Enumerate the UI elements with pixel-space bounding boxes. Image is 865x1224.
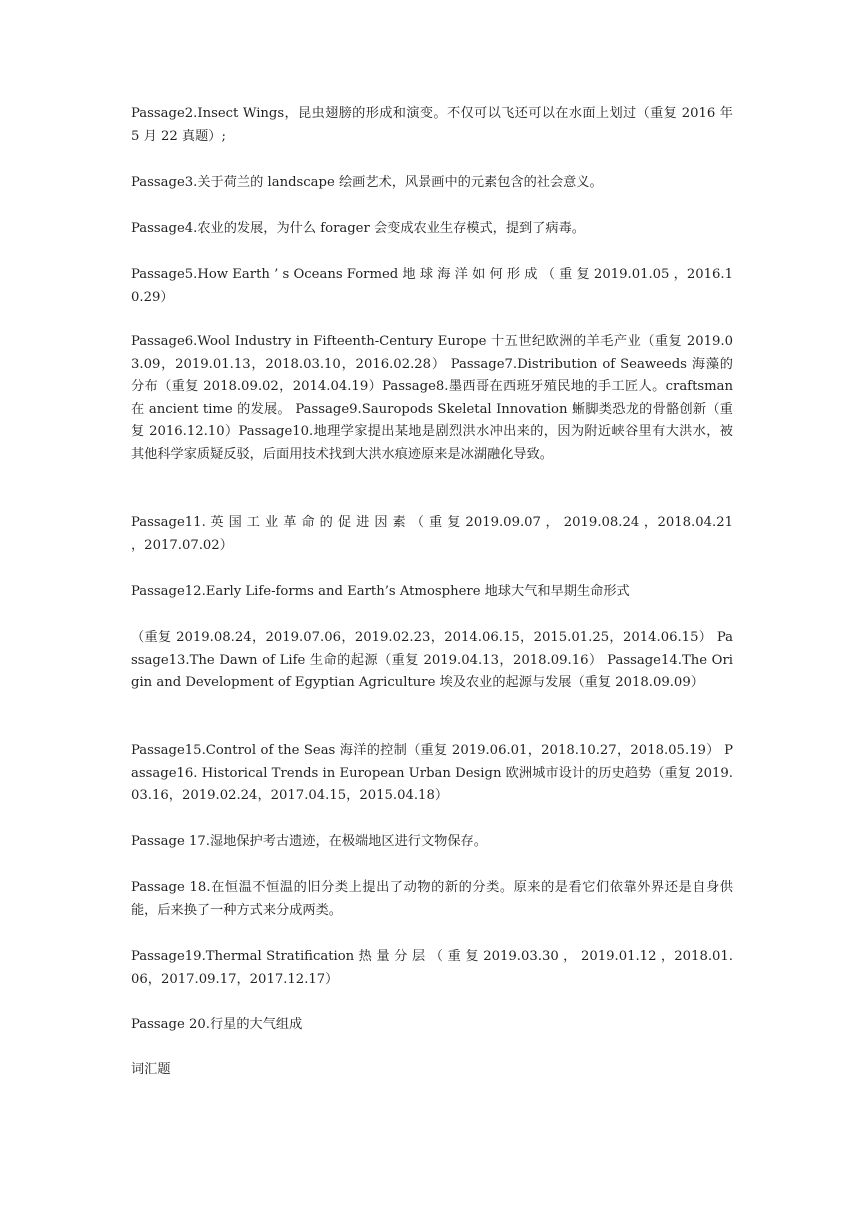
paragraph-passages-6-10: Passage6.Wool Industry in Fifteenth-Century Europe 十五世纪欧洲的羊毛产业（重复 2019.03.09，2019.01.13，2018.03.10，2016.02.28） Passage7.Distribution of Seaweeds 海藻的分布（重复 2018.09.02，2014.04.19）Passage8.墨西哥在西班牙殖民地的手工匠人。craftsman 在 ancient time 的发展。 Passage9.Sauropods Skeletal Innovation 蜥脚类恐龙的骨骼创新（重复 2016.12.10）Passage10.地理学家提出某地是剧烈洪水冲出来的，因为附近峡谷里有大洪水，被其他科学家质疑反驳，后面用技术找到大洪水痕迹原来是冰湖融化导致。: [131, 334, 733, 462]
paragraph-passage-17: Passage 17.湿地保护考古遗迹，在极端地区进行文物保存。: [131, 834, 487, 849]
paragraph-passage-18: Passage 18.在恒温不恒温的旧分类上提出了动物的新的分类。原来的是看它们依靠外界还是自身供能，后来换了一种方式来分成两类。: [131, 880, 733, 918]
paragraph-passages-15-16: Passage15.Control of the Seas 海洋的控制（重复 2019.06.01，2018.10.27，2018.05.19） Passage16. Historical Trends in European Urban Design 欧洲城市设计的历史趋势（重复 2019.03.16，2019.02.24，2017.04.15，2015.04.18）: [131, 743, 733, 803]
paragraph-passage-19: Passage19.Thermal Stratification 热 量 分 层 （ 重 复 2019.03.30 ， 2019.01.12 ，2018.01.06，2017.09.17，2017.12.17）: [131, 949, 733, 987]
paragraph-passage-11: Passage11. 英 国 工 业 革 命 的 促 进 因 素 （ 重 复 2019.09.07 ， 2019.08.24 ，2018.04.21 ，2017.07.02）: [131, 515, 733, 553]
paragraph-passage-12: Passage12.Early Life-forms and Earth’s Atmosphere 地球大气和早期生命形式: [131, 584, 630, 599]
paragraph-passage-20: Passage 20.行星的大气组成: [131, 1017, 303, 1032]
paragraph-passage-3: Passage3.关于荷兰的 landscape 绘画艺术，风景画中的元素包含的社会意义。: [131, 175, 603, 190]
paragraph-passage-5: Passage5.How Earth ’ s Oceans Formed 地 球 海 洋 如 何 形 成 （ 重 复 2019.01.05 ，2016.10.29）: [131, 267, 733, 305]
paragraph-passage-4: Passage4.农业的发展，为什么 forager 会变成农业生存模式，提到了病毒。: [131, 221, 585, 236]
paragraph-passages-12-14: （重复 2019.08.24，2019.07.06，2019.02.23，2014.06.15，2015.01.25，2014.06.15） Passage13.The Dawn of Life 生命的起源（重复 2019.04.13，2018.09.16） Passage14.The Origin and Development of Egyptian Agriculture 埃及农业的起源与发展（重复 2018.09.09）: [131, 630, 734, 690]
section-heading-vocabulary: 词汇题: [131, 1062, 171, 1077]
paragraph-passage-2: Passage2.Insect Wings，昆虫翅膀的形成和演变。不仅可以飞还可以在水面上划过（重复 2016 年 5 月 22 真题）;: [131, 106, 733, 144]
